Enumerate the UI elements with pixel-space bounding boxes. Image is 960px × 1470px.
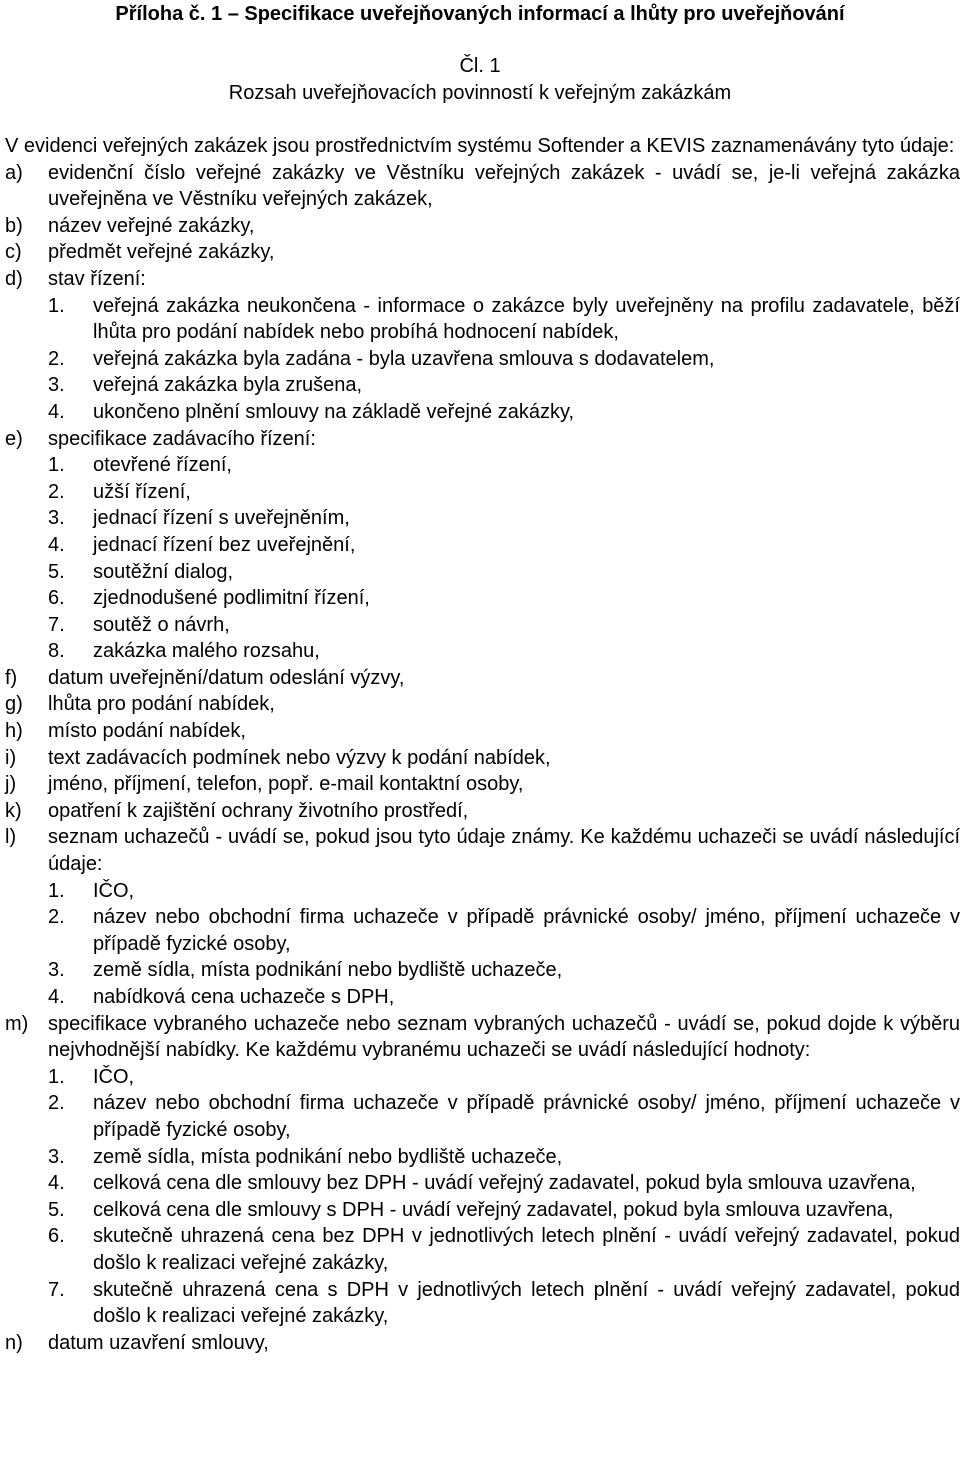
list-item — [5, 771, 960, 798]
sub-list-item — [48, 1064, 960, 1091]
list-item-text: specifikace vybraného uchazeče nebo seznam vybraných uchazečů - uvádí se, pokud dojde k výběru nejvhodnější nabídky. Ke každému vybranému uchazeči se uvádí následující hodnoty: — [48, 1012, 960, 1062]
list-item-text: opatření k zajištění ochrany životního prostředí, — [48, 799, 469, 822]
sub-list-item-text: zjednodušené podlimitní řízení, — [93, 587, 370, 610]
list-item-text: datum uveřejnění/datum odeslání výzvy, — [48, 666, 405, 689]
sub-list-item — [48, 957, 960, 984]
list-item — [5, 745, 960, 772]
list-item-marker: n) — [5, 1331, 23, 1354]
sub-list-item-marker: 5. — [48, 560, 65, 583]
sub-list-item — [48, 585, 960, 612]
list-item-text: datum uzavření smlouvy, — [48, 1331, 269, 1354]
sub-list — [48, 452, 960, 665]
sub-list-item — [48, 904, 960, 957]
sub-list-item-text: název nebo obchodní firma uchazeče v případě právnické osoby/ jméno, příjmení uchazeče v případě fyzické osoby, — [93, 1092, 960, 1141]
sub-list — [48, 878, 960, 1011]
sub-list-item-marker: 4. — [48, 1172, 65, 1195]
sub-list-item — [48, 559, 960, 586]
article-header — [0, 53, 960, 106]
sub-list-item — [48, 479, 960, 506]
sub-list-item-text: soutěžní dialog, — [93, 560, 234, 583]
sub-list-item — [48, 1170, 960, 1197]
list-item — [5, 160, 960, 213]
sub-list-item-marker: 3. — [48, 1145, 65, 1168]
list-item-marker: k) — [5, 799, 22, 822]
sub-list-item-marker: 2. — [48, 347, 65, 370]
sub-list-item-marker: 7. — [48, 613, 65, 636]
sub-list-item-marker: 4. — [48, 533, 65, 556]
sub-list — [48, 1064, 960, 1330]
sub-list-item — [48, 372, 960, 399]
sub-list-item-marker: 3. — [48, 507, 65, 530]
list-item-text: stav řízení: — [48, 267, 146, 290]
sub-list-item-marker: 1. — [48, 879, 65, 902]
list-item-marker: b) — [5, 214, 23, 237]
sub-list-item-marker: 2. — [48, 906, 65, 929]
sub-list-item-text: jednací řízení s uveřejněním, — [93, 507, 350, 530]
sub-list-item-text: nabídková cena uchazeče s DPH, — [93, 986, 395, 1008]
list-item — [5, 1330, 960, 1357]
sub-list-item — [48, 293, 960, 346]
list-item-marker: c) — [5, 241, 22, 264]
sub-list-item-text: soutěž o návrh, — [93, 613, 230, 636]
sub-list-item-text: země sídla, místa podnikání nebo bydliště uchazeče, — [93, 1145, 563, 1168]
list-item-text: specifikace zadávacího řízení: — [48, 427, 316, 450]
sub-list-item-marker: 4. — [48, 986, 65, 1008]
sub-list-item — [48, 1277, 960, 1330]
list-item — [5, 798, 960, 825]
requirements-list — [5, 160, 960, 1357]
list-item — [5, 665, 960, 692]
list-item-marker: i) — [5, 746, 17, 769]
list-item-marker: d) — [5, 267, 23, 290]
list-item-text: evidenční číslo veřejné zakázky ve Věstníku veřejných zakázek - uvádí se, je-li veřejná zakázka uveřejněna ve Věstníku veřejných zakázek, — [48, 161, 960, 211]
list-item-text: předmět veřejné zakázky, — [48, 241, 275, 264]
sub-list-item — [48, 1144, 960, 1171]
sub-list-item-text: veřejná zakázka neukončena - informace o zakázce byly uveřejněny na profilu zadavatele, běží lhůta pro podání nabídek nebo probíhá hodnocení nabídek, — [93, 294, 960, 344]
sub-list-item-marker: 2. — [48, 480, 65, 503]
sub-list-item-marker: 1. — [48, 454, 65, 477]
sub-list-item-text: jednací řízení bez uveřejnění, — [93, 533, 356, 556]
list-item-marker: j) — [5, 773, 17, 796]
sub-list-item-text: země sídla, místa podnikání nebo bydliště uchazeče, — [93, 959, 563, 982]
list-item-marker: g) — [5, 693, 23, 716]
list-item-marker: l) — [5, 826, 17, 849]
sub-list-item-text: celková cena dle smlouvy s DPH - uvádí veřejný zadavatel, pokud byla smlouva uzavřena, — [93, 1198, 894, 1221]
list-item-marker: e) — [5, 427, 23, 450]
sub-list-item-text: IČO, — [93, 879, 135, 902]
sub-list-item-text: ukončeno plnění smlouvy na základě veřejné zakázky, — [93, 400, 575, 423]
sub-list-item — [48, 532, 960, 559]
sub-list-item — [48, 505, 960, 532]
sub-list-item — [48, 452, 960, 479]
sub-list-item-text: zakázka malého rozsahu, — [93, 640, 320, 663]
sub-list — [48, 293, 960, 426]
list-item-marker: a) — [5, 161, 23, 184]
list-item-marker: m) — [5, 1012, 29, 1035]
sub-list-item-text: užší řízení, — [93, 480, 191, 503]
sub-list-item-text: skutečně uhrazená cena s DPH v jednotlivých letech plnění - uvádí veřejný zadavatel, pokud došlo k realizaci veřejné zakázky, — [93, 1278, 960, 1328]
list-item — [5, 213, 960, 240]
sub-list-item — [48, 1197, 960, 1224]
sub-list-item-text: název nebo obchodní firma uchazeče v případě právnické osoby/ jméno, příjmení uchazeče v případě fyzické osoby, — [93, 906, 960, 955]
list-item-marker: f) — [5, 666, 18, 689]
sub-list-item-text: otevřené řízení, — [93, 454, 232, 477]
document-title: Příloha č. 1 – Specifikace uveřejňovaných informací a lhůty pro uveřejňování — [115, 3, 845, 25]
list-item-text: název veřejné zakázky, — [48, 214, 255, 237]
article-number: Čl. 1 — [459, 55, 501, 77]
list-item — [5, 824, 960, 1010]
sub-list-item-marker: 8. — [48, 640, 65, 663]
list-item-text: místo podání nabídek, — [48, 720, 246, 743]
list-item-text: seznam uchazečů - uvádí se, pokud jsou tyto údaje známy. Ke každému uchazeči se uvádí následující údaje: — [48, 826, 960, 876]
sub-list-item-marker: 3. — [48, 959, 65, 982]
list-item-text: text zadávacích podmínek nebo výzvy k podání nabídek, — [48, 746, 551, 769]
sub-list-item-marker: 3. — [48, 374, 65, 397]
sub-list-item — [48, 638, 960, 665]
sub-list-item — [48, 984, 960, 1011]
sub-list-item — [48, 1090, 960, 1143]
sub-list-item-marker: 4. — [48, 400, 65, 423]
sub-list-item — [48, 399, 960, 426]
sub-list-item-marker: 1. — [48, 294, 65, 317]
sub-list-item-marker: 6. — [48, 587, 65, 610]
sub-list-item-text: skutečně uhrazená cena bez DPH v jednotlivých letech plnění - uvádí veřejný zadavatel, pokud došlo k realizaci veřejné zakázky, — [93, 1225, 960, 1274]
sub-list-item — [48, 346, 960, 373]
sub-list-item-marker: 2. — [48, 1092, 65, 1115]
sub-list-item-marker: 6. — [48, 1225, 65, 1248]
list-item — [5, 691, 960, 718]
list-item — [5, 426, 960, 665]
sub-list-item-text: veřejná zakázka byla zrušena, — [93, 374, 363, 397]
intro-paragraph: V evidenci veřejných zakázek jsou prostřednictvím systému Softender a KEVIS zaznamenávány tyto údaje: — [5, 135, 955, 157]
sub-list-item-text: veřejná zakázka byla zadána - byla uzavřena smlouva s dodavatelem, — [93, 347, 715, 370]
document-body — [5, 133, 960, 1356]
sub-list-item-marker: 5. — [48, 1198, 65, 1221]
list-item — [5, 239, 960, 266]
sub-list-item-text: celková cena dle smlouvy bez DPH - uvádí veřejný zadavatel, pokud byla smlouva uzavřena, — [93, 1172, 916, 1195]
sub-list-item — [48, 1223, 960, 1276]
list-item-text: lhůta pro podání nabídek, — [48, 693, 275, 716]
list-item — [5, 266, 960, 426]
sub-list-item-marker: 7. — [48, 1278, 65, 1301]
sub-list-item-marker: 1. — [48, 1065, 65, 1088]
list-item-marker: h) — [5, 720, 23, 743]
list-item-text: jméno, příjmení, telefon, popř. e-mail kontaktní osoby, — [48, 773, 524, 796]
sub-list-item-text: IČO, — [93, 1065, 135, 1088]
list-item — [5, 1011, 960, 1330]
list-item — [5, 718, 960, 745]
sub-list-item — [48, 878, 960, 905]
sub-list-item — [48, 612, 960, 639]
article-heading: Rozsah uveřejňovacích povinností k veřejným zakázkám — [228, 81, 732, 104]
